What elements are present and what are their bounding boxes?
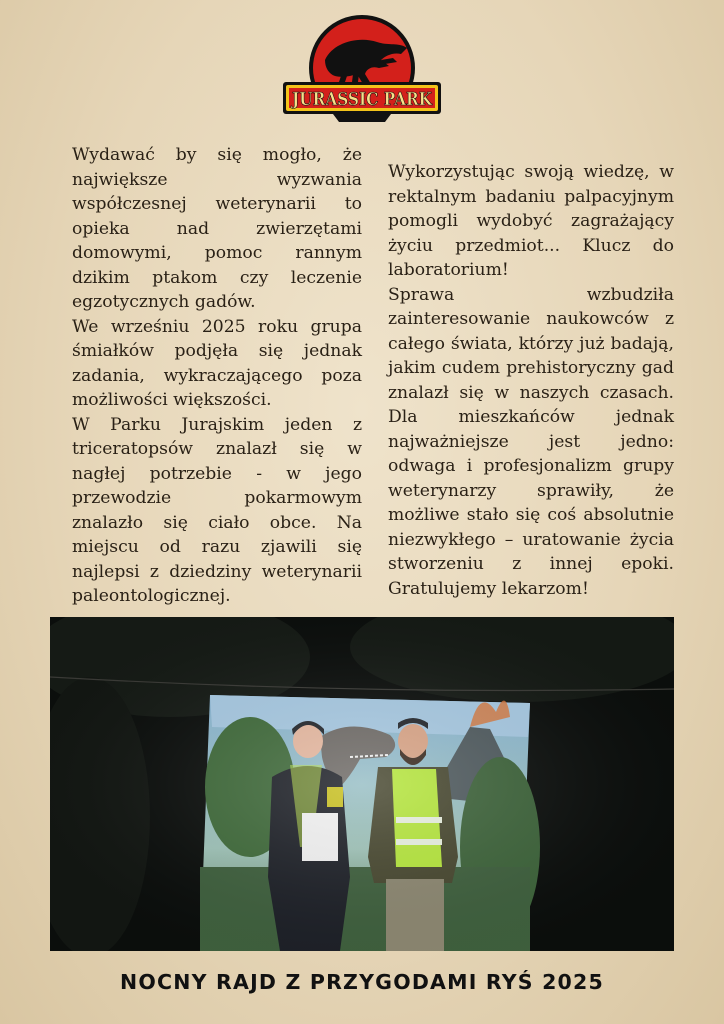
right-paragraph-1: Wykorzystując swoją wiedzę, w rektalnym badaniu palpacyjnym pomogli wydobyć zagrażający życiu przedmiot... Klucz do laboratorium! — [388, 162, 674, 280]
left-paragraph-2: We wrześniu 2025 roku grupa śmiałków podjęła się jednak zadania, wykraczającego poza możliwości większości. — [72, 316, 362, 410]
logo-text: JURASSIC PARK — [290, 90, 433, 110]
footer-title: NOCNY RAJD Z PRZYGODAMI RYŚ 2025 — [120, 970, 604, 994]
left-text-column — [72, 143, 362, 609]
left-paragraph-1: Wydawać by się mogło, że największe wyzwania współczesnej weterynarii to opieka nad zwierzętami domowymi, pomoc rannym dzikim ptakom czy leczenie egzotycznych gadów. — [72, 145, 362, 312]
left-paragraph-3: W Parku Jurajskim jeden z triceratopsów znalazł się w nagłej potrzebie - w jego przewodzie pokarmowym znalazło się ciało obce. Na miejscu od razu zjawili się najlepsi z dziedziny weterynarii paleontologicznej. — [72, 414, 362, 606]
right-paragraph-2: Sprawa wzbudziła zainteresowanie naukowców z całego świata, którzy już badają, jakim cudem prehistoryczny gad znalazł się w naszych czasach. Dla mieszkańców jednak najważniejsze jest jedno: odwaga i profesjonalizm grupy weterynarzy sprawiły, że możliwe stało się coś absolutnie niezwykłego – uratowanie życia stworzeniu z innej epoki. Gratulujemy lekarzom! — [388, 284, 674, 599]
right-text-column — [388, 160, 674, 601]
jurassic-park-logo — [281, 12, 443, 132]
photo-illustration — [50, 617, 674, 951]
night-event-photo — [50, 617, 674, 951]
